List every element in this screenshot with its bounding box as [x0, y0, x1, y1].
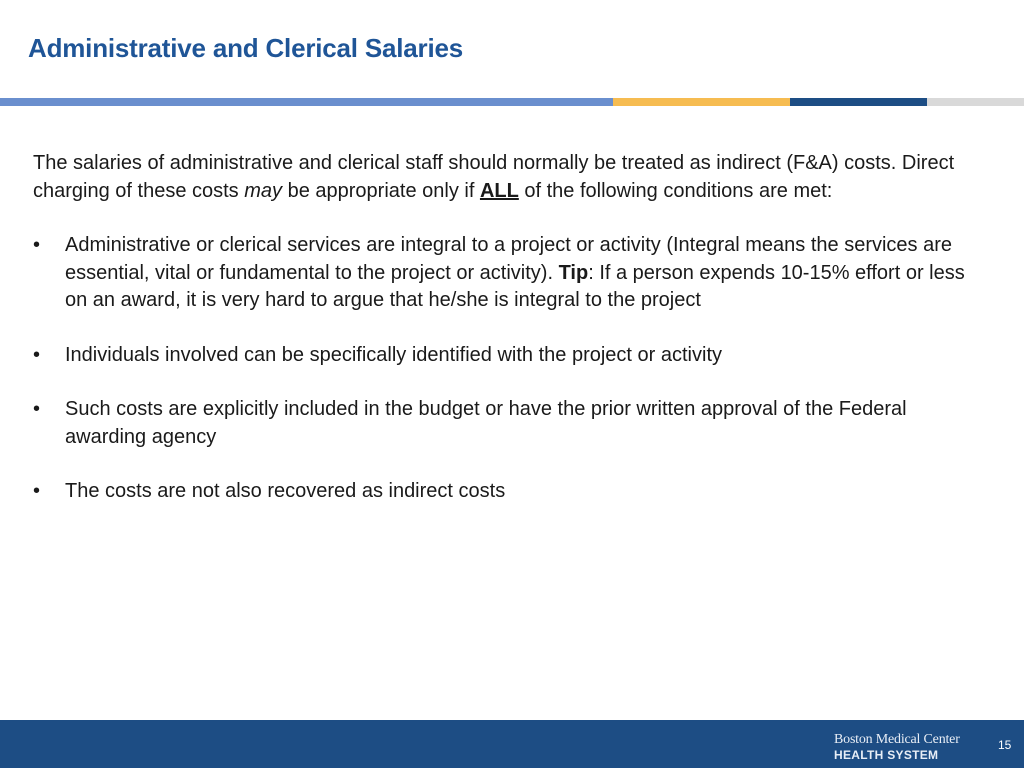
conditions-list: [33, 232, 978, 506]
list-item: [33, 232, 978, 315]
bullet-glyph: •: [33, 343, 41, 366]
accent-stripe-gray: [927, 98, 1024, 106]
accent-stripe-gold: [613, 98, 790, 106]
accent-stripe-navy: [790, 98, 927, 106]
list-item: [33, 478, 978, 506]
logo-wordmark: Boston Medical Center: [834, 732, 960, 747]
list-item: [33, 396, 978, 451]
intro-text-2: be appropriate only if: [282, 179, 480, 202]
slide-title: Administrative and Clerical Salaries: [28, 33, 463, 63]
bullet-text: Individuals involved can be specifically identified with the project or activity: [65, 343, 723, 366]
bullet-glyph: •: [33, 480, 41, 502]
list-item: [33, 342, 978, 370]
intro-emphasis-all: ALL: [479, 179, 519, 202]
logo-subtitle: HEALTH SYSTEM: [834, 748, 939, 762]
bullet-text-after-tip: : If a person expends 10-15% effort or less on an award, it is very hard to argue that he/she is integral to the project: [65, 261, 965, 311]
intro-paragraph: [33, 150, 978, 205]
bullet-text: The costs are not also recovered as indirect costs: [65, 480, 506, 502]
intro-emphasis-may: may: [244, 179, 283, 202]
tip-label: Tip: [558, 261, 589, 284]
slide-body: [33, 150, 978, 533]
page-number: 15: [998, 738, 1012, 752]
intro-text-3: of the following conditions are met:: [518, 179, 833, 202]
bullet-glyph: •: [33, 234, 41, 256]
bullet-text: Administrative or clerical services are integral to a project or activity (Integral means the services are essential, vital or fundamental to the project or activity).: [65, 234, 953, 284]
accent-stripe-blue: [0, 98, 613, 106]
bullet-text: Such costs are explicitly included in the budget or have the prior written approval of the Federal awarding agency: [65, 398, 907, 448]
bullet-glyph: •: [33, 398, 41, 420]
intro-text-1: The salaries of administrative and clerical staff should normally be treated as indirect (F&A) costs. Direct charging of these costs: [33, 152, 955, 202]
